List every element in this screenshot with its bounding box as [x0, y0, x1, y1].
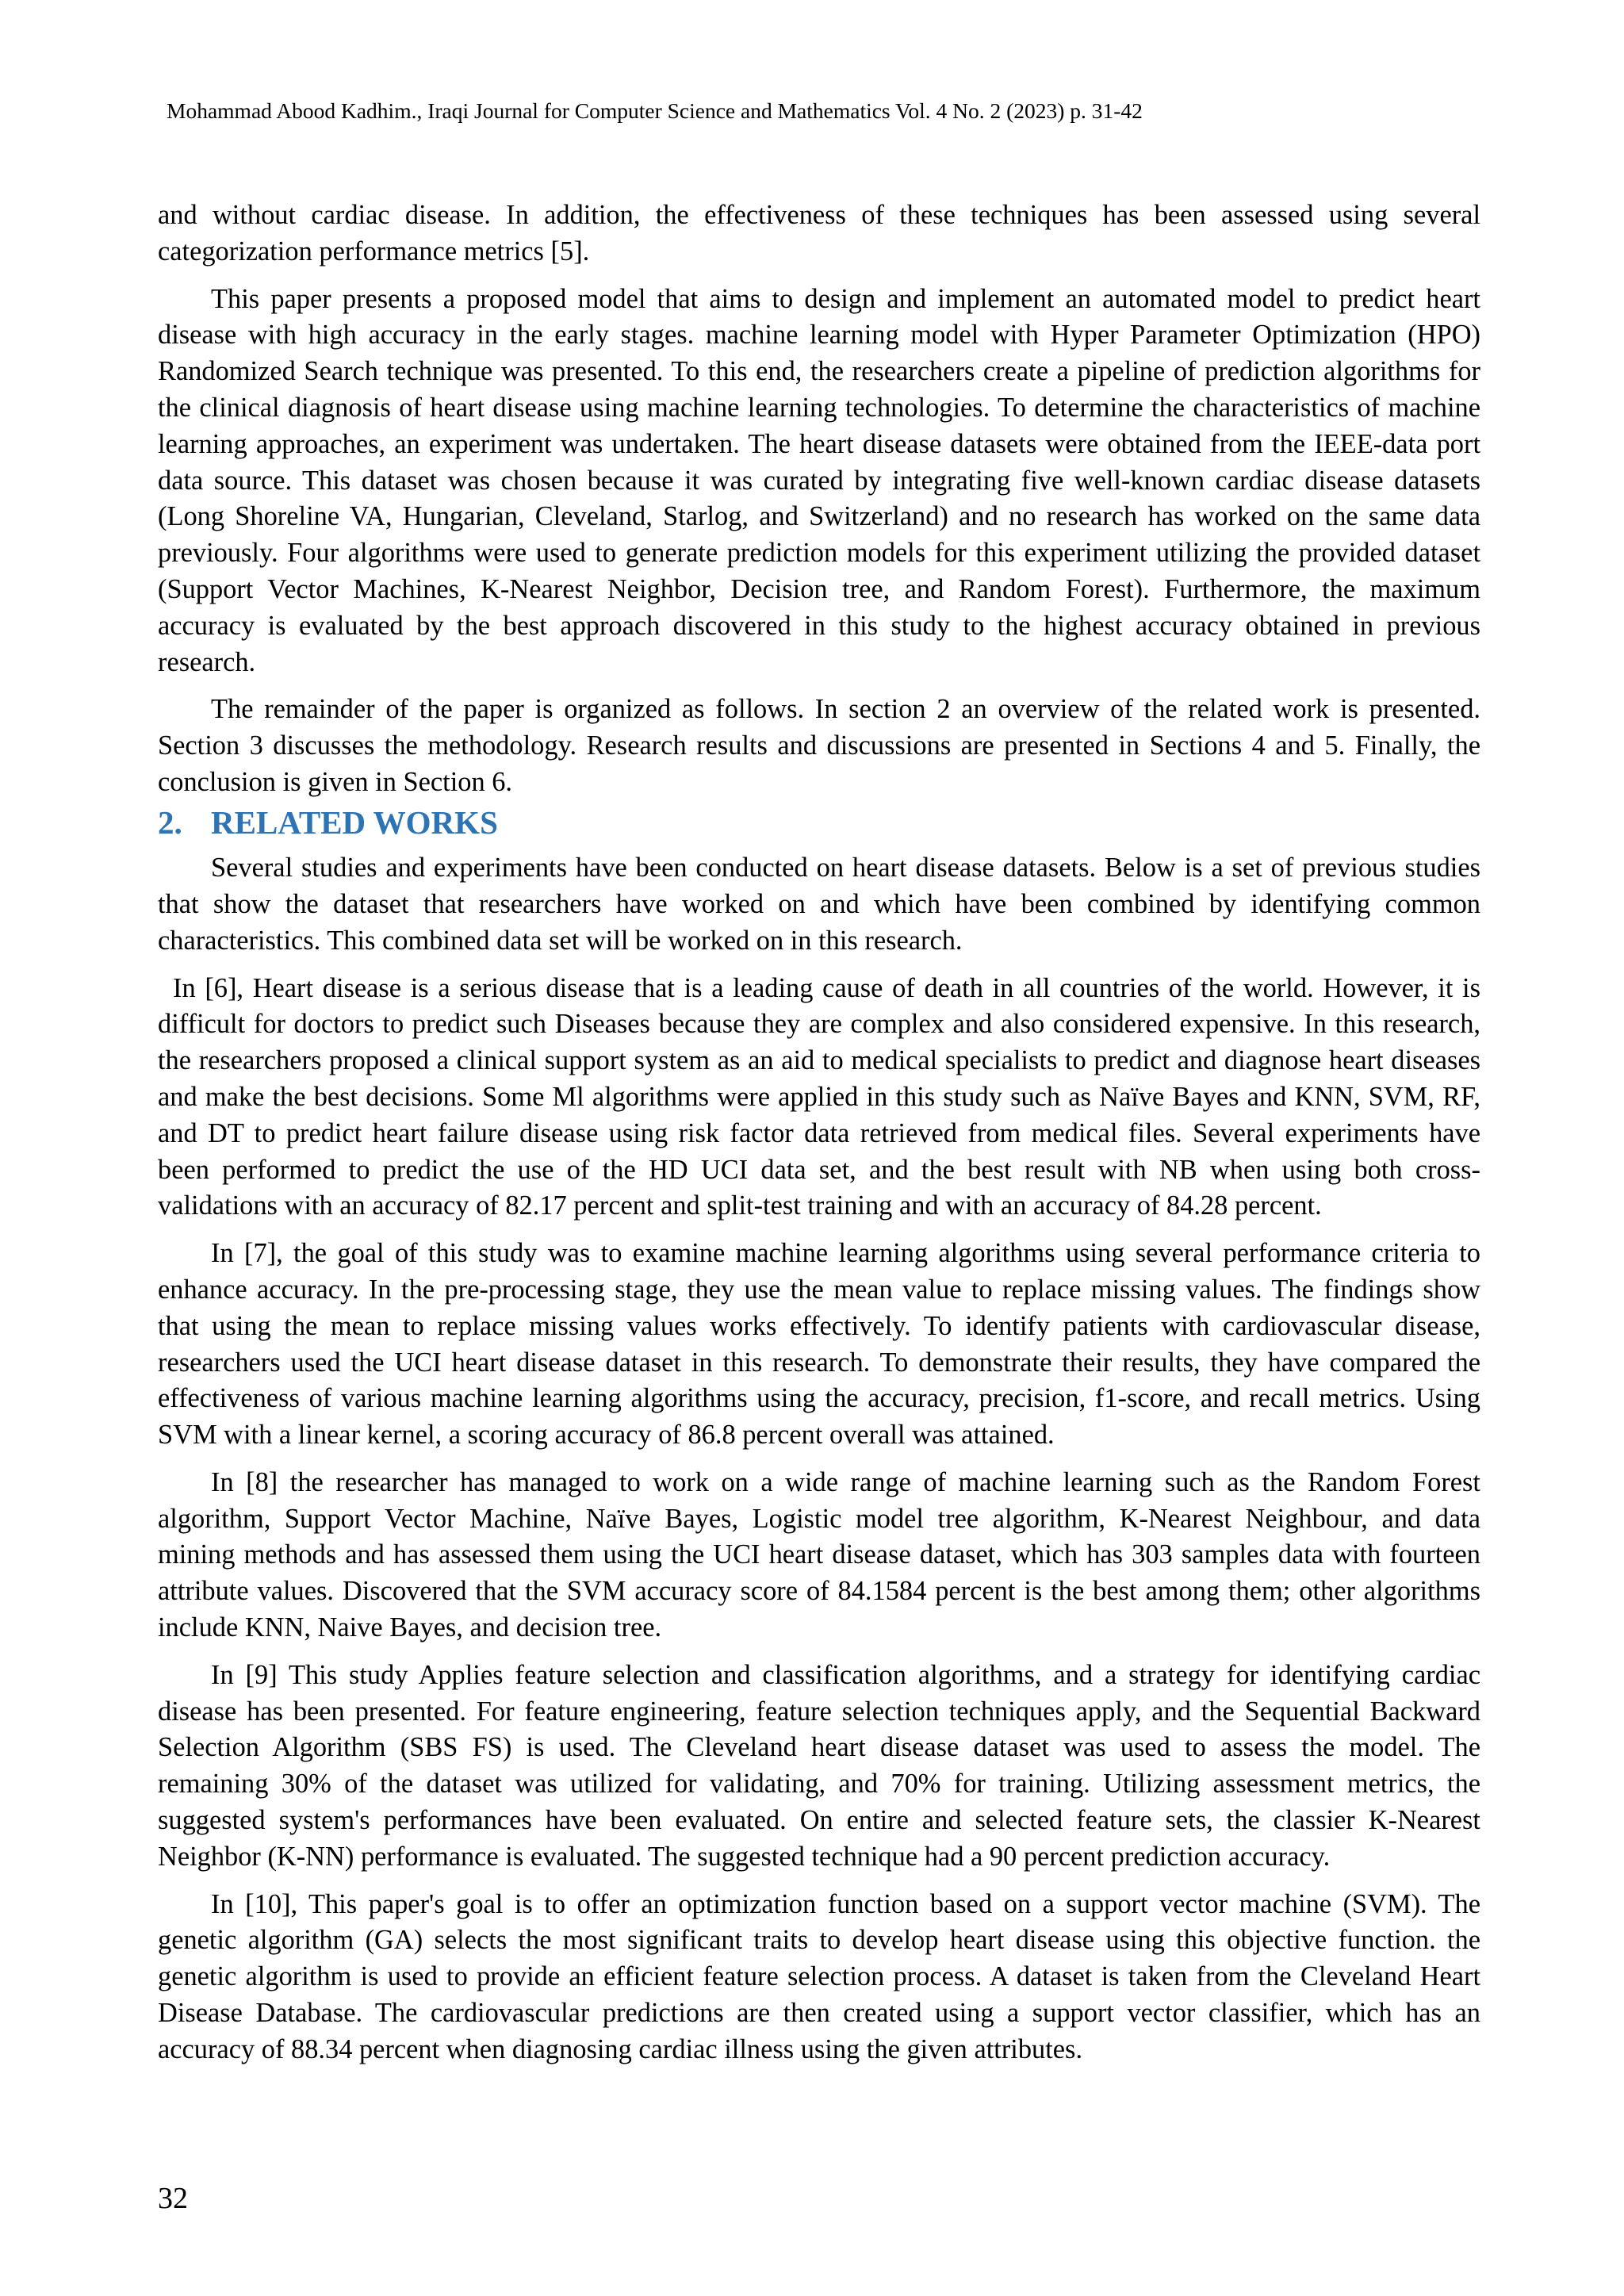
paragraph: [158, 850, 1480, 959]
text-line: Section 3 discusses the methodology. Research results and discussions are presented in Sections 4 and 5. Finally, the: [158, 730, 1480, 761]
text-line: mining methods and has assessed them using the UCI heart disease dataset, which has 303 samples data with fourteen: [158, 1539, 1480, 1570]
text-line: the researchers proposed a clinical support system as an aid to medical specialists to predict and diagnose heart diseases: [158, 1045, 1480, 1076]
text-line: been performed to predict the use of the HD UCI data set, and the best result with NB when using both cross-: [158, 1154, 1480, 1185]
text-line: accuracy is evaluated by the best approach discovered in this study to the highest accuracy obtained in previous: [158, 610, 1480, 641]
paragraph: [158, 282, 1480, 681]
text-line: This paper presents a proposed model that aims to design and implement an automated model to predict heart: [211, 283, 1480, 314]
text-line: SVM with a linear kernel, a scoring accuracy of 86.8 percent overall was attained.: [158, 1420, 1055, 1451]
paragraph: [158, 971, 1480, 1225]
text-line: (Support Vector Machines, K-Nearest Neighbor, Decision tree, and Random Forest). Furthermore, the maximum: [158, 573, 1480, 604]
text-line: Randomized Search technique was presented. To this end, the researchers create a pipeline of prediction algorithms for: [158, 356, 1480, 387]
text-line: algorithm, Support Vector Machine, Naïve Bayes, Logistic model tree algorithm, K-Nearest Neighbour, and data: [158, 1503, 1480, 1534]
text-line: Selection Algorithm (SBS FS) is used. The Cleveland heart disease dataset was used to assess the model. The: [158, 1732, 1480, 1763]
text-line: In [9] This study Applies feature selection and classification algorithms, and a strategy for identifying cardiac: [211, 1659, 1480, 1690]
text-line: disease with high accuracy in the early stages. machine learning model with Hyper Parameter Optimization (HPO): [158, 320, 1480, 351]
paragraph: [158, 1236, 1480, 1454]
text-line: that show the dataset that researchers have worked on and which have been combined by identifying common: [158, 888, 1480, 919]
paragraph: [158, 692, 1480, 800]
text-line: remaining 30% of the dataset was utilized for validating, and 70% for training. Utilizing assessment metrics, the: [158, 1769, 1480, 1800]
text-line: the clinical diagnosis of heart disease using machine learning technologies. To determine the characteristics of machine: [158, 392, 1480, 423]
text-line: researchers used the UCI heart disease dataset in this research. To demonstrate their results, they have compared the: [158, 1347, 1480, 1378]
text-line: In [6], Heart disease is a serious disease that is a leading cause of death in all countries of the world. However, it is: [173, 972, 1480, 1003]
text-line: accuracy of 88.34 percent when diagnosing cardiac illness using the given attributes.: [158, 2033, 1083, 2064]
text-line: genetic algorithm is used to provide an efficient feature selection process. A dataset is taken from the Cleveland Heart: [158, 1961, 1480, 1992]
paragraph: [158, 197, 1480, 270]
body-text: [158, 197, 1480, 2079]
paragraph: [158, 1887, 1480, 2068]
text-line: data source. This dataset was chosen because it was curated by integrating five well-known cardiac disease datasets: [158, 465, 1480, 496]
section-number: 2.: [158, 803, 182, 841]
text-line: and without cardiac disease. In addition, the effectiveness of these techniques has been assessed using several: [158, 200, 1480, 230]
section-heading: [158, 801, 1480, 850]
text-line: Several studies and experiments have been conducted on heart disease datasets. Below is a set of previous studies: [211, 853, 1480, 884]
text-line: disease has been presented. For feature engineering, feature selection techniques apply, and the Sequential Backward: [158, 1696, 1480, 1727]
page-number: 32: [158, 2182, 188, 2215]
text-line: and DT to predict heart failure disease using risk factor data retrieved from medical files. Several experiments have: [158, 1117, 1480, 1148]
text-line: The remainder of the paper is organized as follows. In section 2 an overview of the related work is presented.: [211, 694, 1480, 725]
text-line: genetic algorithm (GA) selects the most significant traits to develop heart disease using this objective function. the: [158, 1925, 1480, 1956]
text-line: conclusion is given in Section 6.: [158, 766, 513, 797]
text-line: and make the best decisions. Some Ml algorithms were applied in this study such as Naïve Bayes and KNN, SVM, RF,: [158, 1081, 1480, 1112]
text-line: include KNN, Naive Bayes, and decision tree.: [158, 1612, 662, 1643]
paragraph: [158, 1658, 1480, 1876]
paragraph: [158, 1465, 1480, 1646]
text-line: characteristics. This combined data set will be worked on in this research.: [158, 925, 963, 956]
text-line: attribute values. Discovered that the SVM accuracy score of 84.1584 percent is the best among them; other algorithms: [158, 1576, 1480, 1607]
text-line: categorization performance metrics [5].: [158, 236, 590, 266]
text-line: previously. Four algorithms were used to generate prediction models for this experiment utilizing the provided dataset: [158, 538, 1480, 569]
text-line: learning approaches, an experiment was undertaken. The heart disease datasets were obtained from the IEEE-data port: [158, 428, 1480, 459]
text-line: difficult for doctors to predict such Diseases because they are complex and also considered expensive. In this research,: [158, 1009, 1480, 1040]
text-line: (Long Shoreline VA, Hungarian, Cleveland, Starlog, and Switzerland) and no research has worked on the same data: [158, 501, 1480, 532]
text-line: In [7], the goal of this study was to examine machine learning algorithms using several performance criteria to: [211, 1238, 1480, 1269]
section-title: RELATED WORKS: [211, 803, 498, 841]
text-line: that using the mean to replace missing values works effectively. To identify patients with cardiovascular disease,: [158, 1310, 1480, 1341]
text-line: suggested system's performances have been evaluated. On entire and selected feature sets, the classier K-Nearest: [158, 1805, 1480, 1836]
text-line: In [8] the researcher has managed to work on a wide range of machine learning such as the Random Forest: [211, 1466, 1480, 1497]
text-line: effectiveness of various machine learning algorithms using the accuracy, precision, f1-score, and recall metrics. Using: [158, 1383, 1480, 1414]
text-line: Neighbor (K-NN) performance is evaluated. The suggested technique had a 90 percent prediction accuracy.: [158, 1841, 1331, 1872]
text-line: enhance accuracy. In the pre-processing stage, they use the mean value to replace missing values. The findings show: [158, 1274, 1480, 1305]
text-line: research.: [158, 646, 256, 677]
text-line: validations with an accuracy of 82.17 percent and split-test training and with an accuracy of 84.28 percent.: [158, 1190, 1322, 1221]
running-head: Mohammad Abood Kadhim., Iraqi Journal for Computer Science and Mathematics Vol. 4 No. 2 (2023) p. 31-42: [167, 98, 1143, 123]
text-line: In [10], This paper's goal is to offer an optimization function based on a support vector machine (SVM). The: [211, 1888, 1480, 1919]
text-line: Disease Database. The cardiovascular predictions are then created using a support vector classifier, which has an: [158, 1998, 1480, 2029]
